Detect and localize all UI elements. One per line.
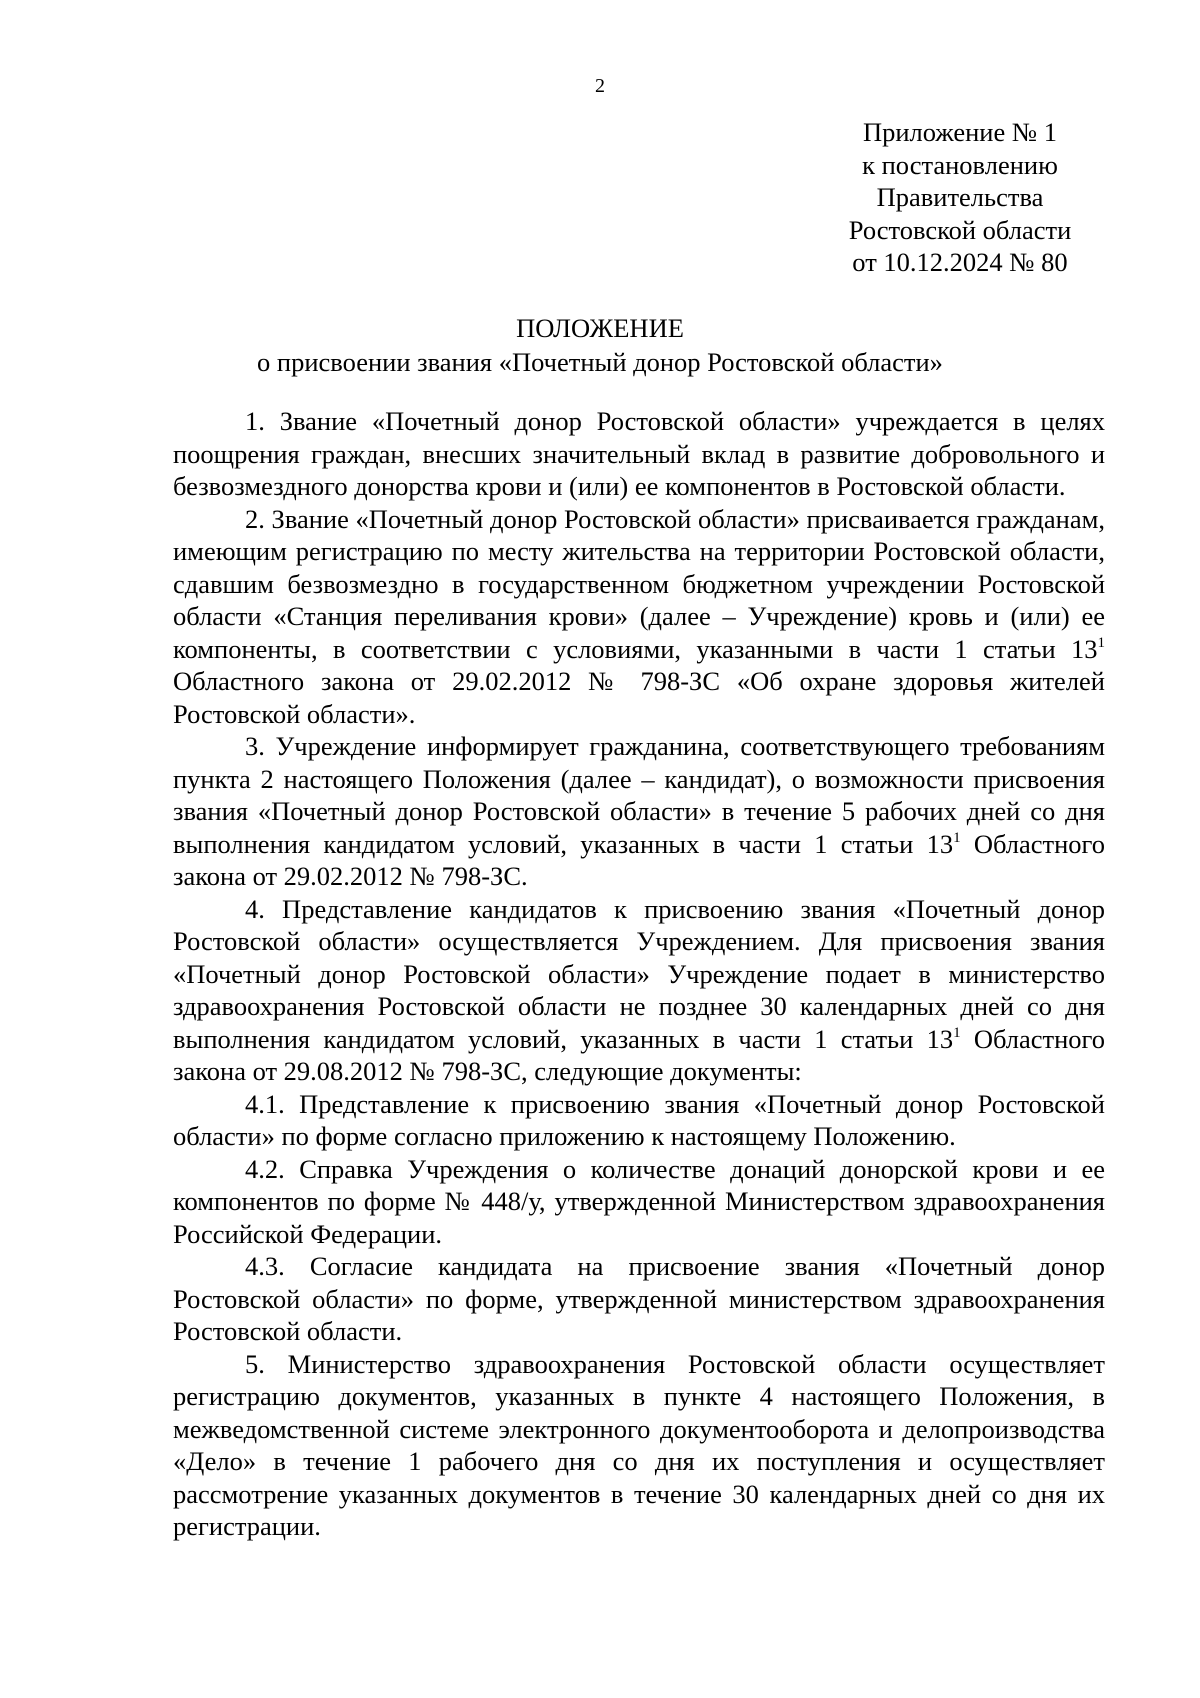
- appendix-line-date: от 10.12.2024 № 80: [852, 247, 1068, 277]
- paragraph-1: 1. Звание «Почетный донор Ростовской области» учреждается в целях поощрения граждан, внесших значительный вклад в развитие добровольного и безвозмездного донорства крови и (или) ее компонентов в Ростовской области.: [173, 406, 1105, 501]
- paragraph-4-3: 4.3. Согласие кандидата на присвоение звания «Почетный донор Ростовской области» по форме, утвержденной министерством здравоохранения Ростовской области.: [173, 1251, 1105, 1346]
- superscript-1: 1: [1097, 634, 1105, 651]
- appendix-header: [820, 116, 1100, 279]
- paragraph-4-2: 4.2. Справка Учреждения о количестве донаций донорской крови и ее компонентов по форме № 448/у, утвержденной Министерством здравоохранения Российской Федерации.: [173, 1153, 1105, 1249]
- superscript-1: 1: [953, 829, 961, 846]
- document-body: [173, 405, 1105, 1543]
- paragraph-4-text: 4. Представление кандидатов к присвоению звания «Почетный донор Ростовской области» осуществляется Учреждением. Для присвоения звания «Почетный донор Ростовской области» Учреждение подает в министерство здравоохранения Ростовской области не позднее 30 календарных дней со дня выполнения кандидатом условий, указанных в части 1 статьи 13: [173, 893, 1105, 1054]
- paragraph-2-text: 2. Звание «Почетный донор Ростовской области» присваивается гражданам, имеющим регистрацию по месту жительства на территории Ростовской области, сдавшим безвозмездно в государственном бюджетном учреждении Ростовской области «Станция переливания крови» (далее – Учреждение) кровь и (или) ее компоненты, в соответствии с условиями, указанными в части 1 статьи 13: [173, 503, 1105, 664]
- paragraph-4-text-end: Областного закона от 29.08.2012 № 798-ЗС, следующие документы:: [173, 1023, 1106, 1086]
- paragraph-4: [173, 893, 1105, 1088]
- paragraph-5: 5. Министерство здравоохранения Ростовской области осуществляет регистрацию документов, указанных в пункте 4 настоящего Положения, в межведомственной системе электронного документооборота и делопроизводства «Дело» в течение 1 рабочего дня со дня их поступления и осуществляет рассмотрение указанных документов в течение 30 календарных дней со дня их регистрации.: [173, 1348, 1105, 1541]
- appendix-line-resolution: к постановлению: [862, 149, 1058, 180]
- paragraph-2-text-end: Областного закона от 29.02.2012 № 798-ЗС «Об охране здоровья жителей Ростовской области».: [173, 666, 1105, 729]
- paragraph-4-1: 4.1. Представление к присвоению звания «Почетный донор Ростовской области» по форме согласно приложению к настоящему Положению.: [173, 1088, 1105, 1151]
- paragraph-3: [173, 730, 1105, 893]
- appendix-line-government: Правительства: [876, 182, 1044, 212]
- title-heading: ПОЛОЖЕНИЕ: [516, 313, 684, 343]
- appendix-line-region: Ростовской области: [848, 214, 1072, 245]
- superscript-1: 1: [953, 1024, 961, 1041]
- appendix-line-number: Приложение № 1: [862, 117, 1057, 147]
- document-title: [0, 311, 1200, 379]
- paragraph-2: [173, 503, 1105, 731]
- paragraph-3-text: 3. Учреждение информирует гражданина, соответствующего требованиям пункта 2 настоящего Положения (далее – кандидат), о возможности присвоения звания «Почетный донор Ростовской области» в течение 5 рабочих дней со дня выполнения кандидатом условий, указанных в части 1 статьи 13: [173, 731, 1105, 859]
- page-number: 2: [595, 75, 605, 97]
- title-subheading: о присвоении звания «Почетный донор Ростовской области»: [257, 347, 943, 377]
- paragraph-3-text-end: Областного закона от 29.02.2012 № 798-ЗС.: [173, 828, 1106, 891]
